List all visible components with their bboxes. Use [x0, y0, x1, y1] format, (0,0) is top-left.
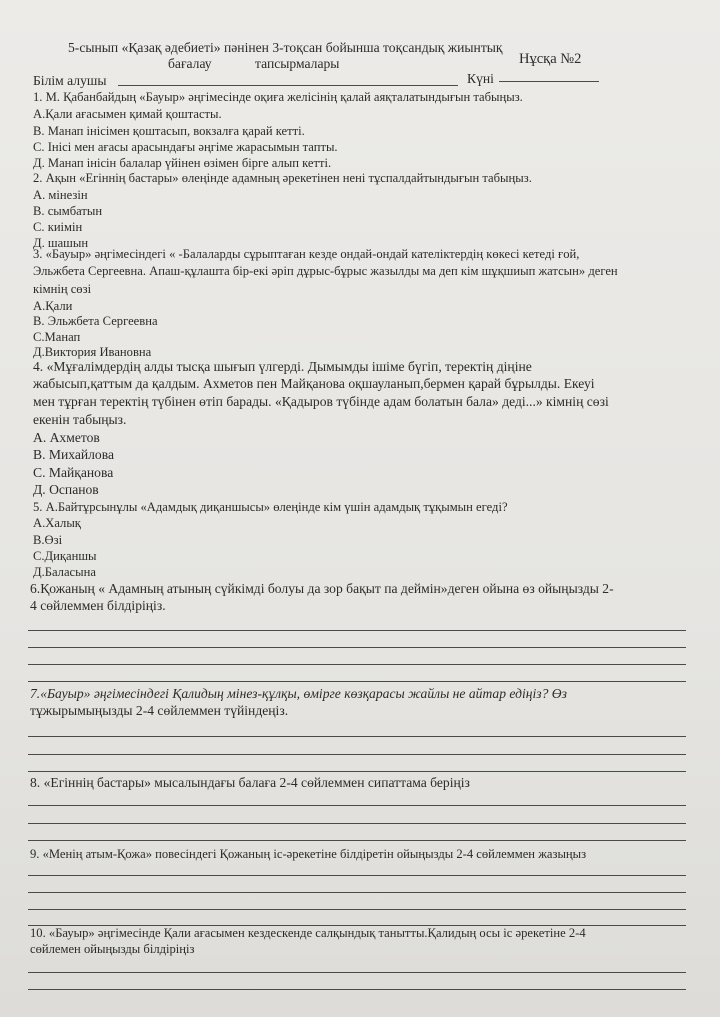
- question-6-line-2: 4 сөйлеммен білдіріңіз.: [30, 598, 166, 613]
- title-word-tasks: тапсырмалары: [255, 56, 340, 71]
- q2-option-a: А. мінезін: [33, 188, 88, 202]
- worksheet-title: 5-сынып «Қазақ әдебиеті» пәнінен 3-тоқсан бойынша тоқсандық жиынтық: [68, 40, 503, 55]
- q4-option-a: А. Ахметов: [33, 430, 100, 445]
- variant-number: Нұсқа №2: [519, 51, 582, 67]
- q3-option-b: В. Эльжбета Сергеевна: [33, 314, 158, 328]
- question-3-line-3: кімнің сөзі: [33, 282, 92, 296]
- question-4-line-1: 4. «Мұғалімдердің алды тысқа шығып үлгерді. Дымымды ішіме бүгіп, теректің діңіне: [33, 359, 532, 374]
- q1-option-a: А.Қали ағасымен қимай қоштасты.: [33, 107, 222, 121]
- question-10-line-2: сөйлемен ойыңызды білдіріңіз: [30, 942, 195, 956]
- q7-answer-line-2[interactable]: [28, 754, 686, 755]
- q8-answer-line-1[interactable]: [28, 805, 686, 806]
- student-name-field[interactable]: [118, 85, 458, 86]
- question-6-line-1: 6.Қожаның « Адамның атының сүйкімді болуы да зор бақыт па деймін»деген ойына өз ойыңызды 2-: [30, 581, 614, 596]
- q5-option-d: Д.Баласына: [33, 565, 96, 579]
- q3-option-a: А.Қали: [33, 299, 73, 313]
- q4-option-d: Д. Оспанов: [33, 482, 99, 497]
- q5-option-c: С.Диқаншы: [33, 549, 97, 563]
- date-label: Күні: [467, 71, 494, 86]
- q9-answer-line-3[interactable]: [28, 909, 686, 910]
- q6-answer-line-1[interactable]: [28, 630, 686, 631]
- question-4-line-4: екенін табыңыз.: [33, 412, 127, 427]
- q2-option-b: В. сымбатын: [33, 204, 103, 218]
- question-3-line-2: Эльжбета Сергеевна. Апаш-құлашта бір-екі әріп дұрыс-бұрыс жазылды ма деп кім шұқшиып жатсын» деген: [33, 264, 618, 278]
- question-4-line-3: мен тұрған теректің түбінен өтіп барады. «Қадыров түбінде адам болатын бала» деді...» кімнің сөзі: [33, 394, 609, 409]
- question-10-line-1: 10. «Бауыр» әңгімесінде Қали ағасымен кездескенде салқындық танытты.Қалидың осы іс әрекетіне 2-4: [30, 926, 586, 940]
- q8-answer-line-2[interactable]: [28, 823, 686, 824]
- q4-option-b: В. Михайлова: [33, 447, 115, 462]
- q5-option-b: В.Өзі: [33, 533, 63, 547]
- q3-option-d: Д.Виктория Ивановна: [33, 345, 152, 359]
- student-label: Білім алушы: [33, 73, 107, 88]
- question-7-line-1: 7.«Бауыр» әңгімесіндегі Қалидың мінез-құлқы, өмірге көзқарасы жайлы не айтар едіңіз? Өз: [30, 686, 567, 701]
- q10-answer-line-2[interactable]: [28, 989, 686, 990]
- q5-option-a: А.Халық: [33, 516, 81, 530]
- q1-option-d: Д. Манап інісін балалар үйінен өзімен бірге алып кетті.: [33, 156, 332, 170]
- q1-option-b: В. Манап інісімен қоштасып, вокзалға қарай кетті.: [33, 124, 305, 138]
- question-4-line-2: жабысып,қаттым да қалдым. Ахметов пен Майқанова оқшауланып,бермен қарай бұрылды. Екеуі: [33, 376, 595, 391]
- q1-option-c: С. Інісі мен ағасы арасындағы әңгіме жарасымын тапты.: [33, 140, 338, 154]
- question-7-line-2: тұжырымыңызды 2-4 сөйлеммен түйіндеңіз.: [30, 703, 289, 718]
- question-8: 8. «Егіннің бастары» мысалындағы балаға 2-4 сөйлеммен сипаттама беріңіз: [30, 775, 470, 790]
- q7-answer-line-1[interactable]: [28, 736, 686, 737]
- q6-answer-line-3[interactable]: [28, 664, 686, 665]
- q2-option-c: С. киімін: [33, 220, 83, 234]
- q10-answer-line-1[interactable]: [28, 972, 686, 973]
- q2-option-d: Д. шашын: [33, 236, 89, 250]
- question-9: 9. «Менің атым-Қожа» повесіндегі Қожаның іс-әрекетіне білдіретін ойыңызды 2-4 сөйлеммен жазыңыз: [30, 847, 587, 861]
- q8-answer-line-3[interactable]: [28, 840, 686, 841]
- question-2: 2. Ақын «Егіннің бастары» өлеңінде адамның әрекетінен нені тұспалдайтындығын табыңыз.: [33, 171, 532, 185]
- q4-option-c: С. Майқанова: [33, 465, 114, 480]
- question-3-line-1: 3. «Бауыр» әңгімесіндегі « -Балаларды сұрыптаған кезде ондай-ондай кателіктердің көкесі кетеді ғой,: [33, 247, 580, 261]
- question-5: 5. А.Байтұрсынұлы «Адамдық диқаншысы» өлеңінде кім үшін адамдық тұқымын егеді?: [33, 500, 508, 514]
- q9-answer-line-2[interactable]: [28, 892, 686, 893]
- q6-answer-line-4[interactable]: [28, 681, 686, 682]
- q9-answer-line-1[interactable]: [28, 875, 686, 876]
- question-1: 1. М. Қабанбайдың «Бауыр» әңгімесінде оқиға желісінің қалай аяқталатындығын табыңыз.: [33, 90, 523, 104]
- date-field[interactable]: [499, 81, 599, 82]
- q3-option-c: С.Манап: [33, 330, 81, 344]
- title-word-assessment: бағалау: [168, 56, 212, 71]
- q6-answer-line-2[interactable]: [28, 647, 686, 648]
- q7-answer-line-3[interactable]: [28, 771, 686, 772]
